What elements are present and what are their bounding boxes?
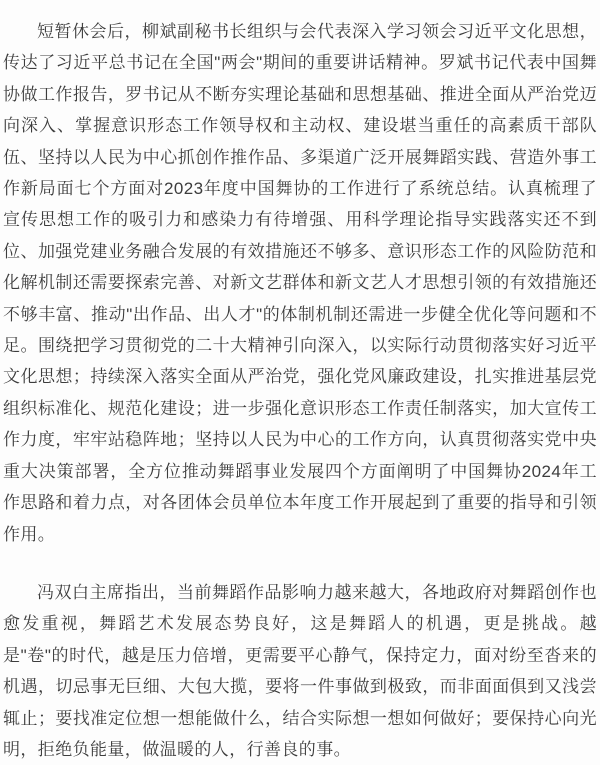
paragraph-work-report: 短暂休会后，柳斌副秘书长组织与会代表深入学习领会习近平文化思想，传达了习近平总书记在全国"两会"期间的重要讲话精神。罗斌书记代表中国舞协做工作报告，罗书记从不断夯实理论基础和思想基础、推进全面从严治党迈向深入、掌握意识形态工作领导权和主动权、建设堪当重任的高素质干部队伍、坚持以人民为中心抓创作推作品、多渠道广泛开展舞蹈实践、营造外事工作新局面七个方面对2023年度中国舞协的工作进行了系统总结。认真梳理了宣传思想工作的吸引力和感染力有待增强、用科学理论指导实践落实还不到位、加强党建业务融合发展的有效措施还不够多、意识形态工作的风险防范和化解机制还需要探索完善、对新文艺群体和新文艺人才思想引领的有效措施还不够丰富、推动"出作品、出人才"的体制机制还需进一步健全优化等问题和不足。围绕把学习贯彻党的二十大精神引向深入，以实际行动贯彻落实好习近平文化思想；持续深入落实全面从严治党，强化党风廉政建设，扎实推进基层党组织标准化、规范化建设；进一步强化意识形态工作责任制落实，加大宣传工作力度，牢牢站稳阵地；坚持以人民为中心的工作方向，认真贯彻落实党中央重大决策部署，全方位推动舞蹈事业发展四个方面阐明了中国舞协2024年工作思路和着力点，对各团体会员单位本年度工作开展起到了重要的指导和引领作用。: [3, 22, 597, 544]
paragraph-chairman-remarks: 冯双白主席指出，当前舞蹈作品影响力越来越大，各地政府对舞蹈创作也愈发重视，舞蹈艺术发展态势良好，这是舞蹈人的机遇，更是挑战。越是"卷"的时代，越是压力倍增，更需要平心静气，保持定力，面对纷至沓来的机遇，切忌事无巨细、大包大揽，要将一件事做到极致，而非面面俱到又浅尝辄止；要找准定位想一想能做什么，结合实际想一想如何做好；要保持心向光明，拒绝负能量，做温暖的人，行善良的事。: [3, 582, 597, 759]
